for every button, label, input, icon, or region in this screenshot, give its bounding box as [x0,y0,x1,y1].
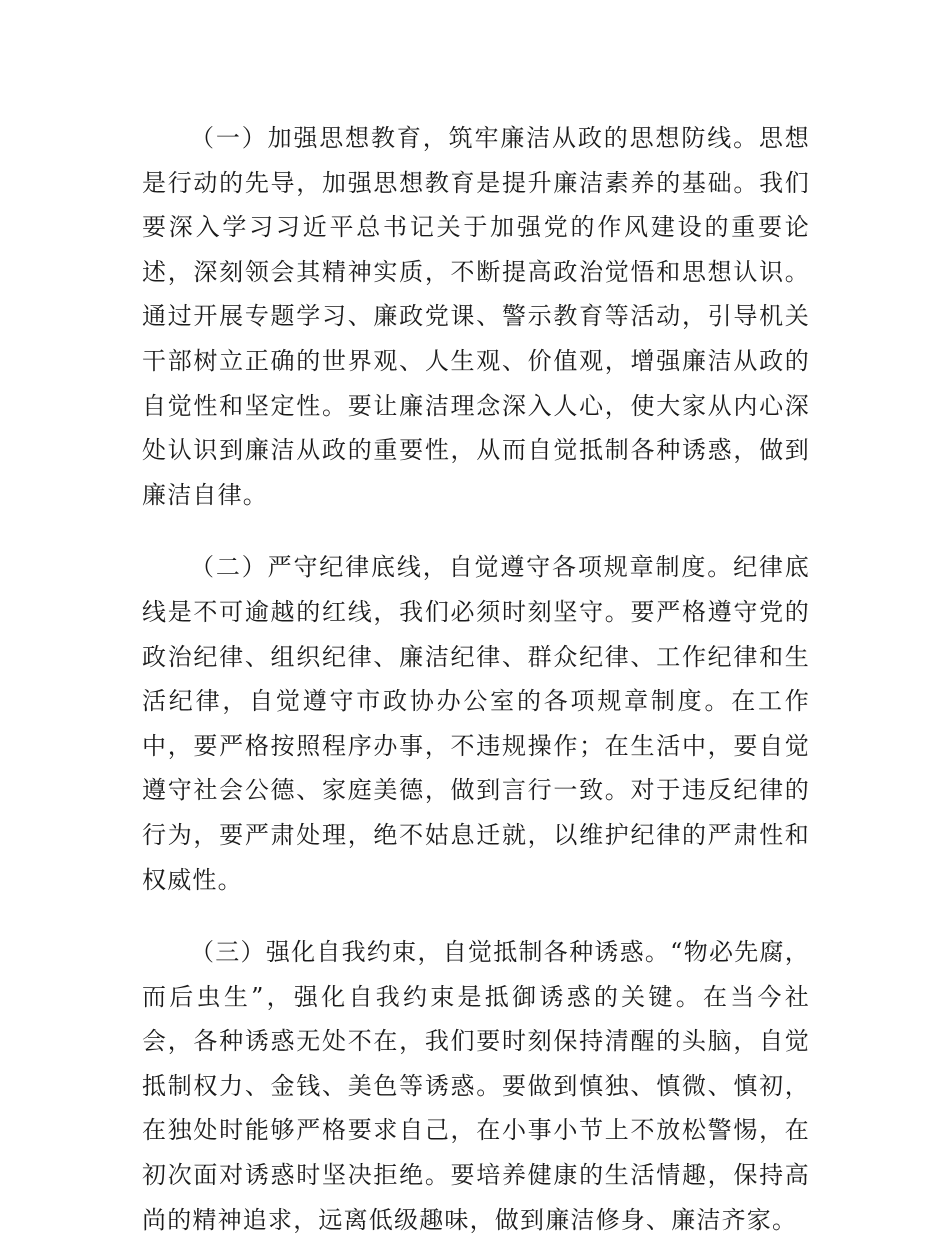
document-body [142,116,810,1242]
paragraph-observe-discipline: （二）严守纪律底线，自觉遵守各项规章制度。纪律底线是不可逾越的红线，我们必须时刻坚守。要严格遵守党的政治纪律、组织纪律、廉洁纪律、群众纪律、工作纪律和生活纪律，自觉遵守市政协办公室的各项规章制度。在工作中，要严格按照程序办事，不违规操作；在生活中，要自觉遵守社会公德、家庭美德，做到言行一致。对于违反纪律的行为，要严肃处理，绝不姑息迁就，以维护纪律的严肃性和权威性。 [142,553,810,894]
paragraph-self-restraint: （三）强化自我约束，自觉抵制各种诱惑。“物必先腐，而后虫生”，强化自我约束是抵御诱惑的关键。在当今社会，各种诱惑无处不在，我们要时刻保持清醒的头脑，自觉抵制权力、金钱、美色等诱惑。要做到慎独、慎微、慎初，在独处时能够严格要求自己，在小事小节上不放松警惕，在初次面对诱惑时坚决拒绝。要培养健康的生活情趣，保持高尚的精神追求，远离低级趣味，做到廉洁修身、廉洁齐家。 [142,938,810,1234]
paragraph-strengthen-ideological-education: （一）加强思想教育，筑牢廉洁从政的思想防线。思想是行动的先导，加强思想教育是提升廉洁素养的基础。我们要深入学习习近平总书记关于加强党的作风建设的重要论述，深刻领会其精神实质，不断提高政治觉悟和思想认识。通过开展专题学习、廉政党课、警示教育等活动，引导机关干部树立正确的世界观、人生观、价值观，增强廉洁从政的自觉性和坚定性。要让廉洁理念深入人心，使大家从内心深处认识到廉洁从政的重要性，从而自觉抵制各种诱惑，做到廉洁自律。 [142,124,810,509]
